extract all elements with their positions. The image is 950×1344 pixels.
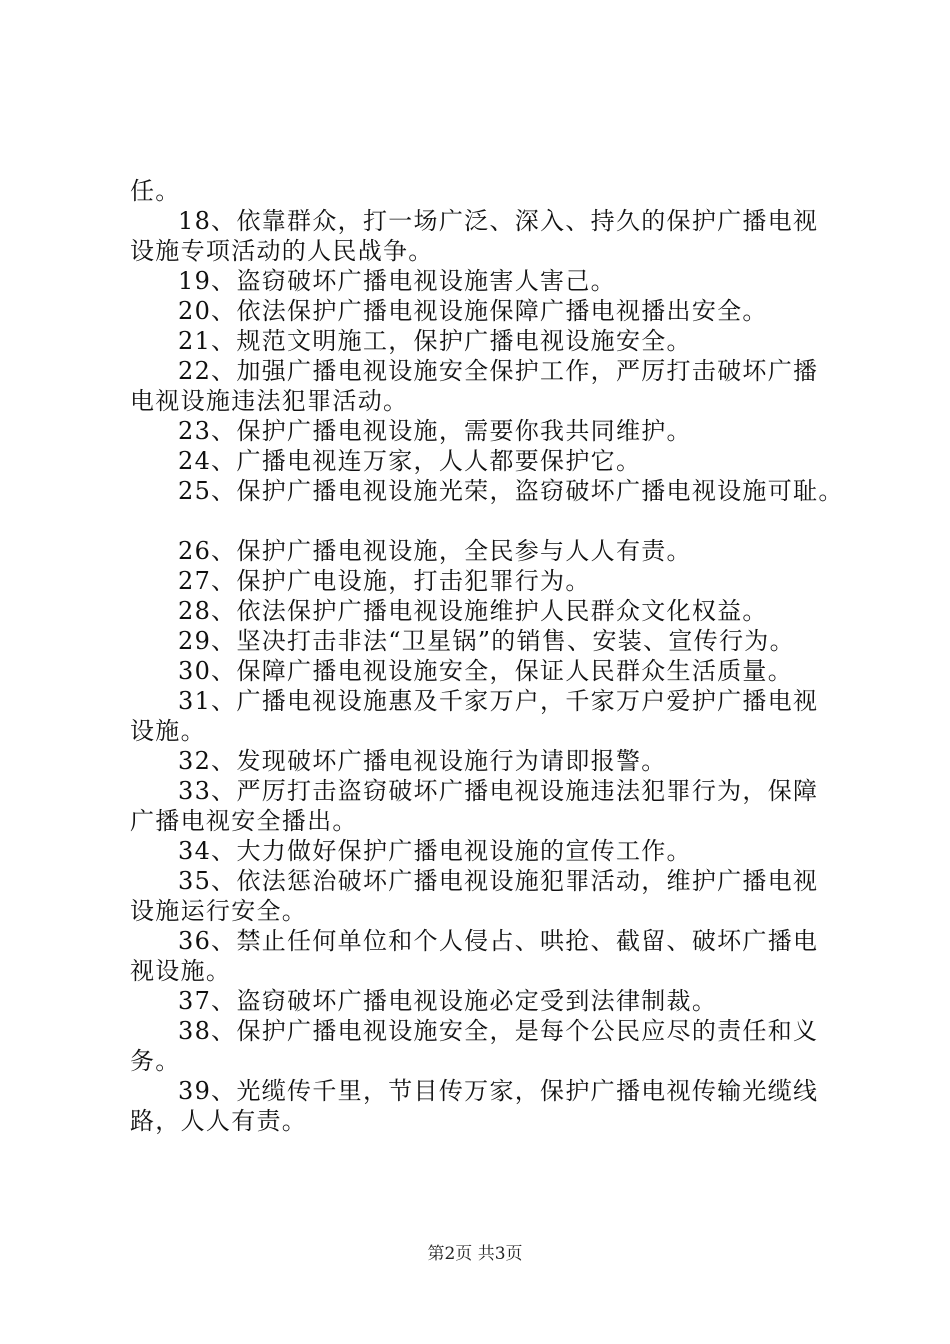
slogan-24: 24、广播电视连万家，人人都要保护它。 [178,447,642,475]
slogan-36-line-2: 视设施。 [130,957,232,985]
slogan-28: 28、依法保护广播电视设施维护人民群众文化权益。 [178,597,768,625]
slogan-35-line-2: 设施运行安全。 [130,897,308,925]
slogan-36-line-1: 36、禁止任何单位和个人侵占、哄抢、截留、破坏广播电 [178,927,819,955]
page-number-footer: 第2页 共3页 [427,1244,523,1264]
slogan-33-line-2: 广播电视安全播出。 [130,807,358,835]
slogan-39-line-1: 39、光缆传千里，节目传万家，保护广播电视传输光缆线 [178,1077,819,1105]
slogan-34: 34、大力做好保护广播电视设施的宣传工作。 [178,837,692,865]
slogan-22-line-2: 电视设施违法犯罪活动。 [130,387,409,415]
slogan-26: 26、保护广播电视设施，全民参与人人有责。 [178,537,692,565]
slogan-33-line-1: 33、严厉打击盗窃破坏广播电视设施违法犯罪行为，保障 [178,777,819,805]
slogan-38-line-2: 务。 [130,1047,181,1075]
slogan-19: 19、盗窃破坏广播电视设施害人害己。 [178,267,616,295]
slogan-31-line-2: 设施。 [130,717,206,745]
slogan-35-line-1: 35、依法惩治破坏广播电视设施犯罪活动，维护广播电视 [178,867,819,895]
slogan-29: 29、坚决打击非法“卫星锅”的销售、安装、宣传行为。 [178,627,795,655]
slogan-27: 27、保护广电设施，打击犯罪行为。 [178,567,591,595]
slogan-18-line-2: 设施专项活动的人民战争。 [130,237,434,265]
text-line: 任。 [130,177,181,205]
slogan-22-line-1: 22、加强广播电视设施安全保护工作，严厉打击破坏广播 [178,357,819,385]
slogan-18-line-1: 18、依靠群众，打一场广泛、深入、持久的保护广播电视 [178,207,819,235]
slogan-23: 23、保护广播电视设施，需要你我共同维护。 [178,417,692,445]
slogan-39-line-2: 路，人人有责。 [130,1107,308,1135]
slogan-21: 21、规范文明施工，保护广播电视设施安全。 [178,327,692,355]
slogan-31-line-1: 31、广播电视设施惠及千家万户，千家万户爱护广播电视 [178,687,819,715]
slogan-37: 37、盗窃破坏广播电视设施必定受到法律制裁。 [178,987,718,1015]
slogan-30: 30、保障广播电视设施安全，保证人民群众生活质量。 [178,657,794,685]
slogan-25: 25、保护广播电视设施光荣，盗窃破坏广播电视设施可耻。 [178,477,844,505]
slogan-32: 32、发现破坏广播电视设施行为请即报警。 [178,747,667,775]
slogan-20: 20、依法保护广播电视设施保障广播电视播出安全。 [178,297,768,325]
blank-line [130,506,850,536]
document-body [130,176,850,1136]
slogan-38-line-1: 38、保护广播电视设施安全，是每个公民应尽的责任和义 [178,1017,819,1045]
